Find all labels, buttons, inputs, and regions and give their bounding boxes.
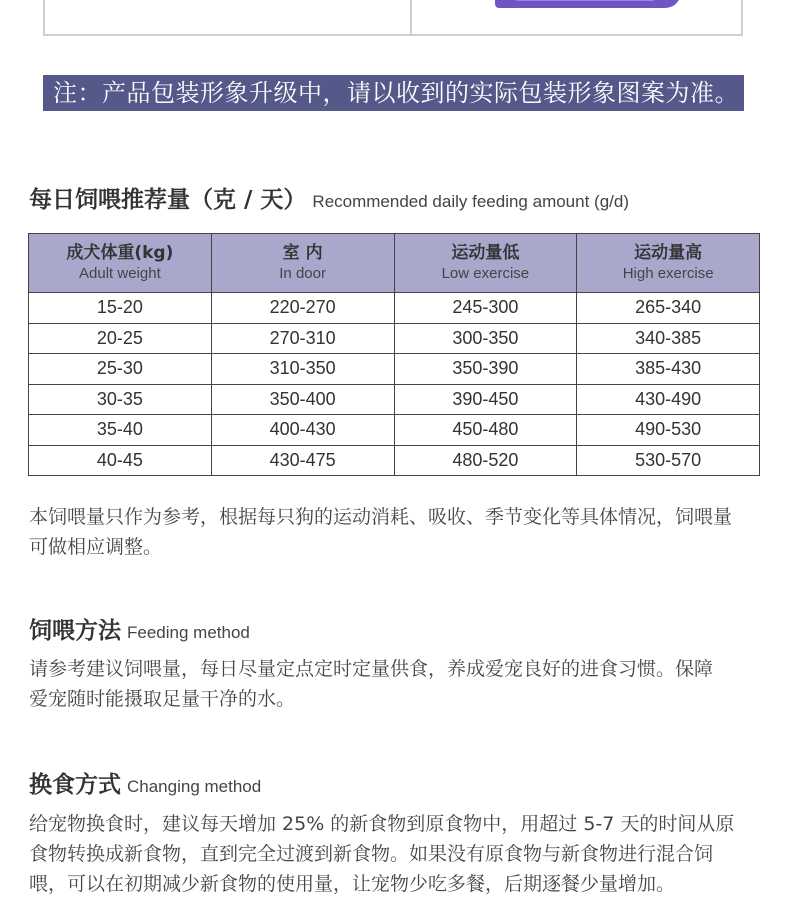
- feeding-note-line: 本饲喂量只作为参考，根据每只狗的运动消耗、吸收、季节变化等具体情况，饲喂量: [29, 506, 733, 528]
- changing-method-text: [29, 809, 769, 899]
- feeding-method-title-en: Feeding method: [127, 623, 250, 642]
- table-cell: 310-350: [211, 354, 394, 385]
- feeding-amount-title-zh: 每日饲喂推荐量（克 / 天）: [29, 187, 307, 213]
- table-cell: 490-530: [577, 415, 760, 446]
- table-row: [29, 354, 760, 385]
- feeding-method-title-zh: 饲喂方法: [29, 618, 121, 644]
- table-cell: 350-400: [211, 384, 394, 415]
- table-cell: 40-45: [29, 445, 212, 476]
- table-cell: 430-490: [577, 384, 760, 415]
- feeding-amount-title-en: Recommended daily feeding amount (g/d): [312, 192, 629, 211]
- table-cell: 30-35: [29, 384, 212, 415]
- feeding-method-title: [29, 612, 250, 645]
- table-cell: 300-350: [394, 323, 577, 354]
- packaging-notice: 注：产品包装形象升级中，请以收到的实际包装形象图案为准。: [43, 75, 744, 111]
- table-cell: 220-270: [211, 293, 394, 324]
- table-cell: 530-570: [577, 445, 760, 476]
- table-cell: 245-300: [394, 293, 577, 324]
- changing-method-title-zh: 换食方式: [29, 772, 121, 798]
- table-cell: 385-430: [577, 354, 760, 385]
- frame-divider: [410, 0, 412, 34]
- table-cell: 25-30: [29, 354, 212, 385]
- table-row: [29, 384, 760, 415]
- header-adult-weight: 成犬体重(kg) Adult weight: [29, 234, 212, 293]
- table-row: [29, 323, 760, 354]
- changing-method-title-en: Changing method: [127, 777, 262, 796]
- table-cell: 20-25: [29, 323, 212, 354]
- table-cell: 270-310: [211, 323, 394, 354]
- table-cell: 340-385: [577, 323, 760, 354]
- table-cell: 15-20: [29, 293, 212, 324]
- table-cell: 450-480: [394, 415, 577, 446]
- table-cell: 265-340: [577, 293, 760, 324]
- header-high-exercise: 运动量高 High exercise: [577, 234, 760, 293]
- changing-method-line: 食物转换成新食物，直到完全过渡到新食物。如果没有原食物与新食物进行混合饲: [29, 843, 714, 865]
- table-cell: 35-40: [29, 415, 212, 446]
- table-cell: 430-475: [211, 445, 394, 476]
- changing-method-line: 给宠物换食时，建议每天增加 25% 的新食物到原食物中，用超过 5-7 天的时间从原: [29, 813, 735, 835]
- feeding-table: [28, 233, 760, 476]
- table-row: [29, 293, 760, 324]
- product-image-frame: [43, 0, 743, 36]
- feeding-note-line: 可做相应调整。: [29, 536, 163, 558]
- feeding-amount-title: [29, 181, 629, 214]
- changing-method-title: [29, 766, 261, 799]
- header-indoor: 室 内 In door: [211, 234, 394, 293]
- feeding-method-line: 请参考建议饲喂量，每日尽量定点定时定量供食，养成爱宠良好的进食习惯。保障: [29, 658, 714, 680]
- feeding-method-text: [29, 654, 769, 714]
- table-row: [29, 415, 760, 446]
- table-cell: 350-390: [394, 354, 577, 385]
- header-low-exercise: 运动量低 Low exercise: [394, 234, 577, 293]
- table-cell: 390-450: [394, 384, 577, 415]
- table-cell: 400-430: [211, 415, 394, 446]
- table-cell: 480-520: [394, 445, 577, 476]
- product-package-image: [495, 0, 681, 8]
- table-header-row: [29, 234, 760, 293]
- table-row: [29, 445, 760, 476]
- changing-method-line: 喂，可以在初期减少新食物的使用量，让宠物少吃多餐，后期逐餐少量增加。: [29, 873, 676, 895]
- feeding-note: [29, 502, 769, 562]
- feeding-method-line: 爱宠随时能摄取足量干净的水。: [29, 688, 296, 710]
